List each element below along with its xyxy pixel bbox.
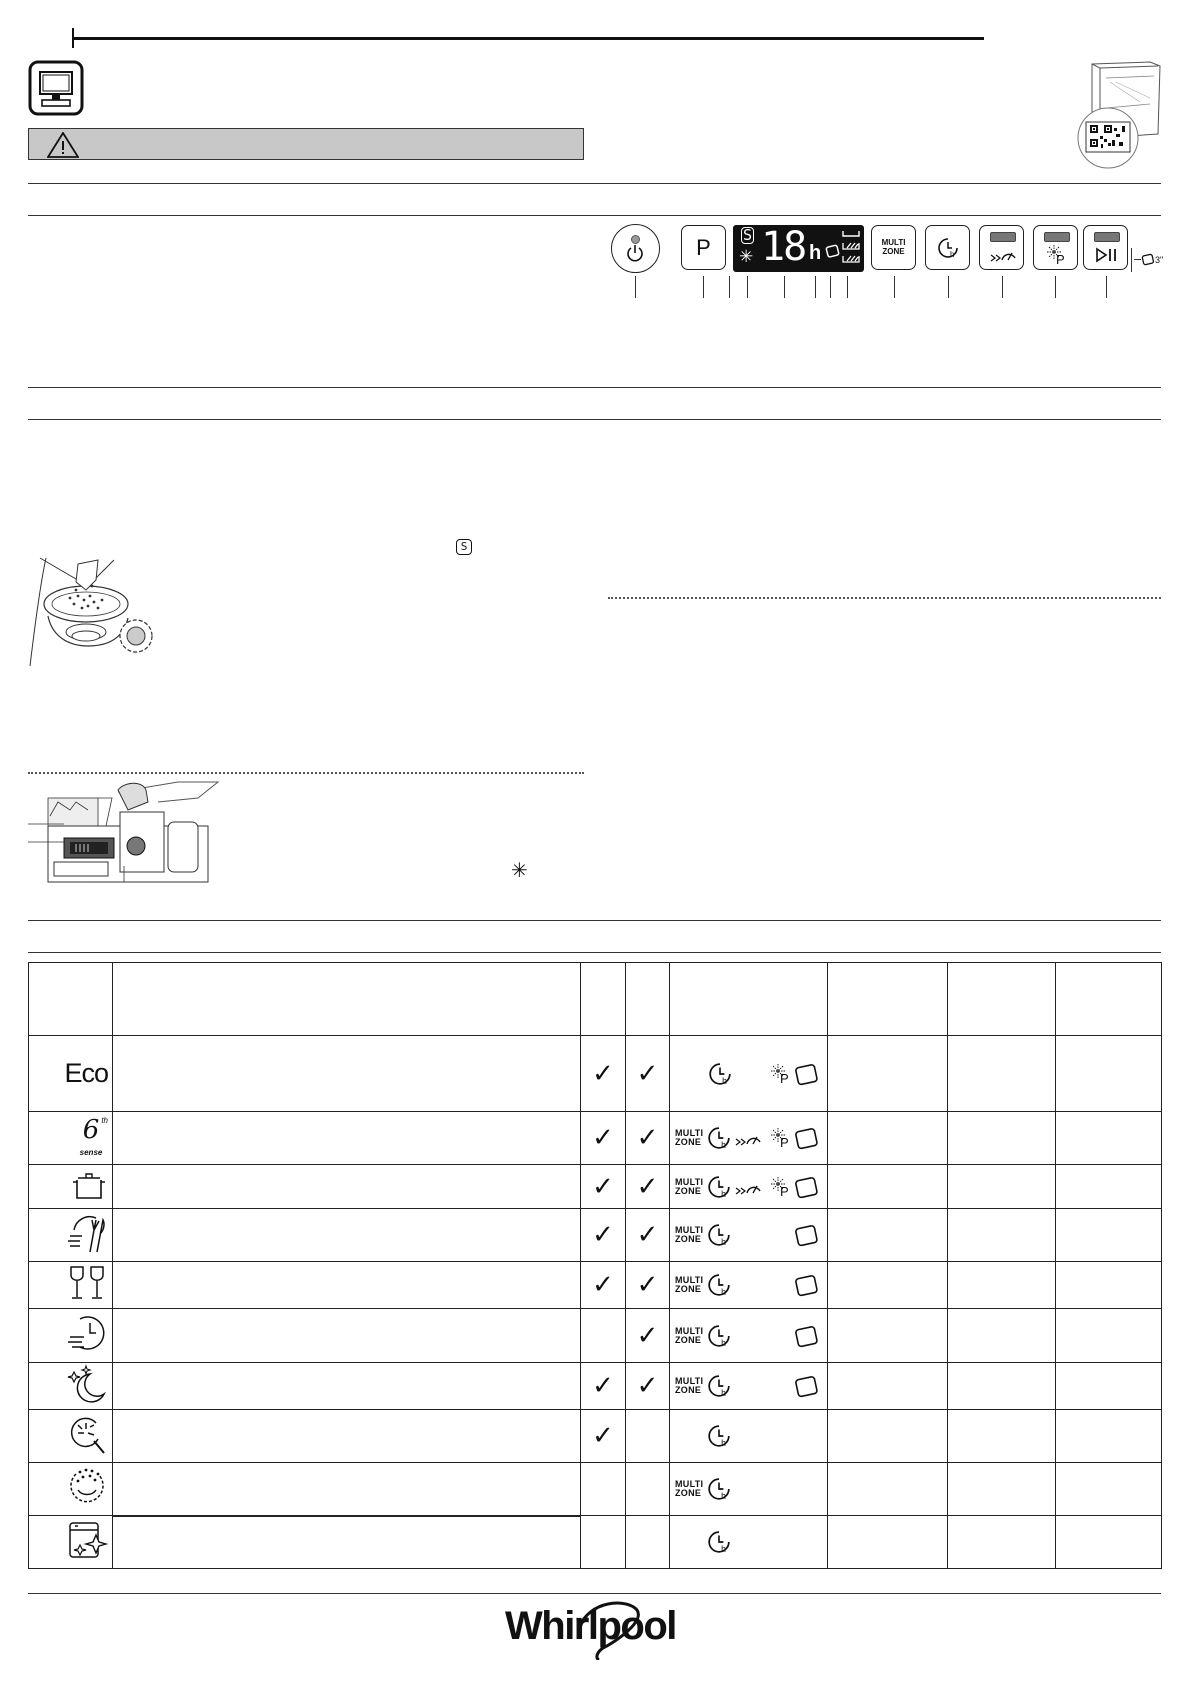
check-cell: ✓	[626, 1036, 670, 1112]
tablet-icon	[794, 1273, 820, 1299]
multizone-icon: MULTI ZONE	[675, 1325, 704, 1345]
table-cell	[948, 1262, 1056, 1309]
callout-line	[635, 276, 636, 298]
options-cell	[670, 1410, 828, 1463]
multizone-icon: MULTI ZONE	[675, 1225, 704, 1244]
table-cell	[1056, 1410, 1162, 1463]
table-row-hygiene	[29, 1463, 1162, 1516]
check-cell: ✓	[581, 1036, 626, 1112]
check-cell	[626, 1410, 670, 1463]
program-icon-cell	[29, 1262, 113, 1309]
pot-icon	[70, 1166, 108, 1202]
table-row-night	[29, 1363, 1162, 1410]
svg-text:h: h	[722, 1075, 728, 1086]
table-cell	[828, 1410, 948, 1463]
start-pause-icon	[1095, 247, 1119, 263]
check-cell: ✓	[626, 1262, 670, 1309]
header-cell	[113, 963, 581, 1036]
table-cell	[1056, 1036, 1162, 1112]
multizone-icon: MULTI ZONE	[675, 1176, 704, 1196]
table-cell	[1056, 1112, 1162, 1165]
header-cell	[626, 963, 670, 1036]
header-cell	[581, 963, 626, 1036]
table-cell	[1056, 1516, 1162, 1569]
options-cell	[670, 1262, 828, 1309]
check-cell	[581, 1309, 626, 1363]
power-button[interactable]	[611, 224, 660, 273]
table-row-rapid	[29, 1309, 1162, 1363]
callout-line	[1055, 276, 1056, 298]
callout-line	[830, 276, 831, 298]
program-icon-cell	[29, 1165, 113, 1209]
options-cell	[670, 1463, 828, 1516]
program-icon-cell	[29, 1463, 113, 1516]
delay-clock-icon	[707, 1477, 731, 1501]
program-icon-cell	[29, 1036, 113, 1112]
callout-line	[948, 276, 949, 298]
tablet-lock-icon	[1141, 253, 1155, 266]
delay-clock-icon	[708, 1062, 732, 1086]
salt-symbol-icon: S	[456, 539, 472, 555]
svg-text:h: h	[949, 249, 954, 259]
top-rule-tick	[72, 28, 74, 48]
start-pause-button[interactable]	[1083, 225, 1128, 270]
prewash-icon	[66, 1413, 108, 1455]
check-cell: ✓	[581, 1363, 626, 1410]
header-cell	[828, 963, 948, 1036]
table-cell	[948, 1112, 1056, 1165]
check-cell: ✓	[581, 1262, 626, 1309]
tablet-icon	[794, 1062, 820, 1088]
tablet-program-icon	[770, 1126, 792, 1150]
turbo-button[interactable]	[979, 225, 1024, 270]
multizone-label-line1: MULTI	[881, 238, 906, 247]
table-row-prewash	[29, 1410, 1162, 1463]
table-cell	[948, 1209, 1056, 1262]
callout-line	[784, 276, 785, 298]
display-panel	[733, 225, 864, 272]
check-cell	[626, 1516, 670, 1569]
options-cell	[670, 1036, 828, 1112]
section-rule	[28, 920, 1161, 921]
check-cell: ✓	[581, 1165, 626, 1209]
program-description-cell	[113, 1262, 581, 1309]
options-cell	[670, 1309, 828, 1363]
table-cell	[948, 1309, 1056, 1363]
section-rule	[28, 183, 1161, 184]
check-cell: ✓	[626, 1165, 670, 1209]
glasses-icon	[66, 1264, 108, 1302]
check-cell	[581, 1463, 626, 1516]
delay-clock-icon	[707, 1175, 731, 1199]
start-pause-indicator-light	[1094, 232, 1120, 242]
table-cell	[828, 1209, 948, 1262]
multizone-button[interactable]	[871, 225, 916, 270]
tablet-icon	[794, 1324, 820, 1350]
table-cell	[948, 1516, 1056, 1569]
table-cell	[828, 1363, 948, 1410]
salt-indicator: S	[742, 226, 753, 244]
program-description-cell	[113, 1309, 581, 1363]
tablet-program-indicator-light	[1044, 232, 1070, 242]
program-icon-cell	[29, 1410, 113, 1463]
table-cell	[948, 1036, 1056, 1112]
table-row-fast-wash	[29, 1209, 1162, 1262]
dotted-separator	[28, 772, 584, 774]
options-cell	[670, 1112, 828, 1165]
check-cell: ✓	[626, 1363, 670, 1410]
turbo-indicator-light	[990, 232, 1016, 242]
table-cell	[1056, 1209, 1162, 1262]
table-row-self-clean	[29, 1516, 1162, 1569]
multizone-icon: MULTI ZONE	[675, 1479, 704, 1498]
night-moon-icon	[66, 1364, 108, 1404]
svg-text:h: h	[721, 1236, 727, 1247]
table-row-6th-sense	[29, 1112, 1162, 1165]
svg-text:h: h	[721, 1543, 727, 1554]
svg-text:P: P	[780, 1070, 789, 1086]
tablet-icon	[794, 1374, 820, 1400]
table-row-glass	[29, 1262, 1162, 1309]
6th-sense-icon: 6 th sense	[79, 1114, 108, 1157]
table-cell	[1056, 1363, 1162, 1410]
table-cell	[828, 1165, 948, 1209]
callout-line	[703, 276, 704, 298]
check-cell: ✓	[581, 1209, 626, 1262]
program-button[interactable]	[681, 225, 726, 270]
fast-cutlery-icon	[66, 1212, 108, 1254]
svg-text:h: h	[721, 1437, 727, 1448]
check-cell: ✓	[626, 1309, 670, 1363]
section-rule	[28, 419, 1161, 420]
section-rule	[28, 387, 1161, 388]
table-cell	[828, 1112, 948, 1165]
table-cell	[1056, 1165, 1162, 1209]
multizone-icon: MULTI ZONE	[675, 1275, 704, 1294]
callout-line	[894, 276, 895, 298]
callout-line	[815, 276, 816, 298]
program-icon-cell	[29, 1363, 113, 1410]
table-cell	[1056, 1262, 1162, 1309]
footer-rule	[28, 1593, 1161, 1594]
svg-text:P: P	[780, 1183, 789, 1199]
multizone-label-line2: ZONE	[882, 247, 905, 256]
rinse-aid-indicator: ✳	[739, 247, 754, 266]
program-description-cell	[113, 1410, 581, 1463]
table-cell	[948, 1363, 1056, 1410]
svg-text:h: h	[721, 1139, 727, 1150]
program-table	[28, 962, 1162, 1569]
program-description-cell	[113, 1363, 581, 1410]
program-icon-cell	[29, 1112, 113, 1165]
delay-start-button[interactable]	[925, 225, 970, 270]
tablet-icon	[794, 1126, 820, 1152]
svg-text:P: P	[780, 1135, 789, 1150]
table-cell	[1056, 1463, 1162, 1516]
rack-indicators-icon	[841, 229, 861, 272]
top-rule	[72, 37, 984, 40]
delay-clock-icon	[707, 1126, 731, 1150]
tablet-program-button[interactable]	[1033, 225, 1078, 270]
lock-indicator	[1134, 253, 1163, 266]
delay-clock-icon	[707, 1223, 731, 1247]
check-cell: ✓	[581, 1410, 626, 1463]
monitor-icon	[28, 60, 84, 116]
program-description-cell	[113, 1036, 581, 1112]
table-cell	[828, 1036, 948, 1112]
hygiene-icon	[66, 1466, 108, 1508]
options-cell	[670, 1516, 828, 1569]
program-description-cell	[113, 1209, 581, 1262]
program-icon-cell	[29, 1309, 113, 1363]
program-description-cell	[113, 1516, 581, 1569]
svg-text:h: h	[721, 1490, 727, 1501]
dotted-separator	[608, 597, 1161, 599]
header-cell	[1056, 963, 1162, 1036]
delay-clock-icon	[707, 1424, 731, 1448]
whirlpool-logo: Whirlpool	[505, 1604, 690, 1660]
tablet-icon	[794, 1175, 820, 1201]
tablet-program-icon	[770, 1175, 792, 1199]
display-digits: 18	[761, 224, 806, 270]
multizone-icon: MULTI ZONE	[675, 1376, 704, 1395]
rinse-aid-symbol-icon: ✳	[511, 860, 528, 882]
check-cell	[626, 1463, 670, 1516]
check-cell: ✓	[626, 1112, 670, 1165]
delay-clock-icon	[707, 1530, 731, 1554]
table-cell	[828, 1309, 948, 1363]
section-rule	[28, 215, 1161, 216]
options-cell	[670, 1165, 828, 1209]
table-cell	[828, 1262, 948, 1309]
power-icon	[625, 243, 645, 263]
turbo-icon	[733, 1179, 763, 1197]
svg-text:P: P	[1056, 252, 1065, 266]
check-cell: ✓	[626, 1209, 670, 1262]
program-button-label: P	[696, 234, 711, 260]
tablet-program-icon	[1046, 244, 1068, 266]
table-cell	[1056, 1309, 1162, 1363]
tablet-icon	[794, 1223, 820, 1249]
callout-line	[729, 276, 730, 298]
program-icon-cell	[29, 1209, 113, 1262]
svg-text:h: h	[721, 1337, 727, 1348]
table-row-intensive	[29, 1165, 1162, 1209]
table-cell	[828, 1516, 948, 1569]
multizone-icon: MULTI ZONE	[675, 1128, 704, 1147]
table-header-row	[29, 963, 1162, 1036]
table-cell	[828, 1463, 948, 1516]
self-clean-icon	[66, 1519, 108, 1561]
display-unit: h	[809, 242, 822, 264]
tablet-indicator-icon	[825, 243, 841, 264]
delay-clock-icon	[937, 237, 959, 259]
program-description-cell	[113, 1112, 581, 1165]
svg-text:h: h	[721, 1188, 727, 1199]
table-row-eco	[29, 1036, 1162, 1112]
options-cell	[670, 1209, 828, 1262]
delay-clock-icon	[707, 1273, 731, 1297]
header-cell	[670, 963, 828, 1036]
section-rule	[28, 952, 1161, 953]
dishwasher-qr-illustration	[1070, 58, 1165, 170]
svg-text:h: h	[721, 1387, 727, 1398]
lock-duration-label: 3"	[1155, 254, 1164, 265]
check-cell: ✓	[581, 1112, 626, 1165]
callout-line	[1106, 276, 1107, 298]
table-cell	[948, 1165, 1056, 1209]
delay-clock-icon	[707, 1324, 731, 1348]
detergent-dispenser-illustration	[28, 780, 228, 898]
program-icon-cell	[29, 1516, 113, 1569]
header-cell	[948, 963, 1056, 1036]
table-cell	[948, 1463, 1056, 1516]
warning-bar	[28, 128, 584, 160]
tablet-program-icon	[770, 1062, 792, 1086]
callout-line	[847, 276, 848, 298]
warning-triangle-icon	[47, 132, 79, 163]
table-cell	[948, 1410, 1056, 1463]
svg-text:h: h	[721, 1286, 727, 1297]
delay-clock-icon	[707, 1374, 731, 1398]
callout-line	[747, 276, 748, 298]
check-cell	[581, 1516, 626, 1569]
header-cell	[29, 963, 113, 1036]
eco-program-label: Eco	[64, 1058, 108, 1088]
callout-line	[1002, 276, 1003, 298]
options-cell	[670, 1363, 828, 1410]
rapid-clock-icon	[66, 1313, 108, 1353]
turbo-icon	[733, 1130, 763, 1148]
salt-refill-illustration	[28, 556, 158, 671]
program-description-cell	[113, 1165, 581, 1209]
program-description-cell	[113, 1463, 581, 1516]
turbo-icon	[989, 246, 1017, 264]
